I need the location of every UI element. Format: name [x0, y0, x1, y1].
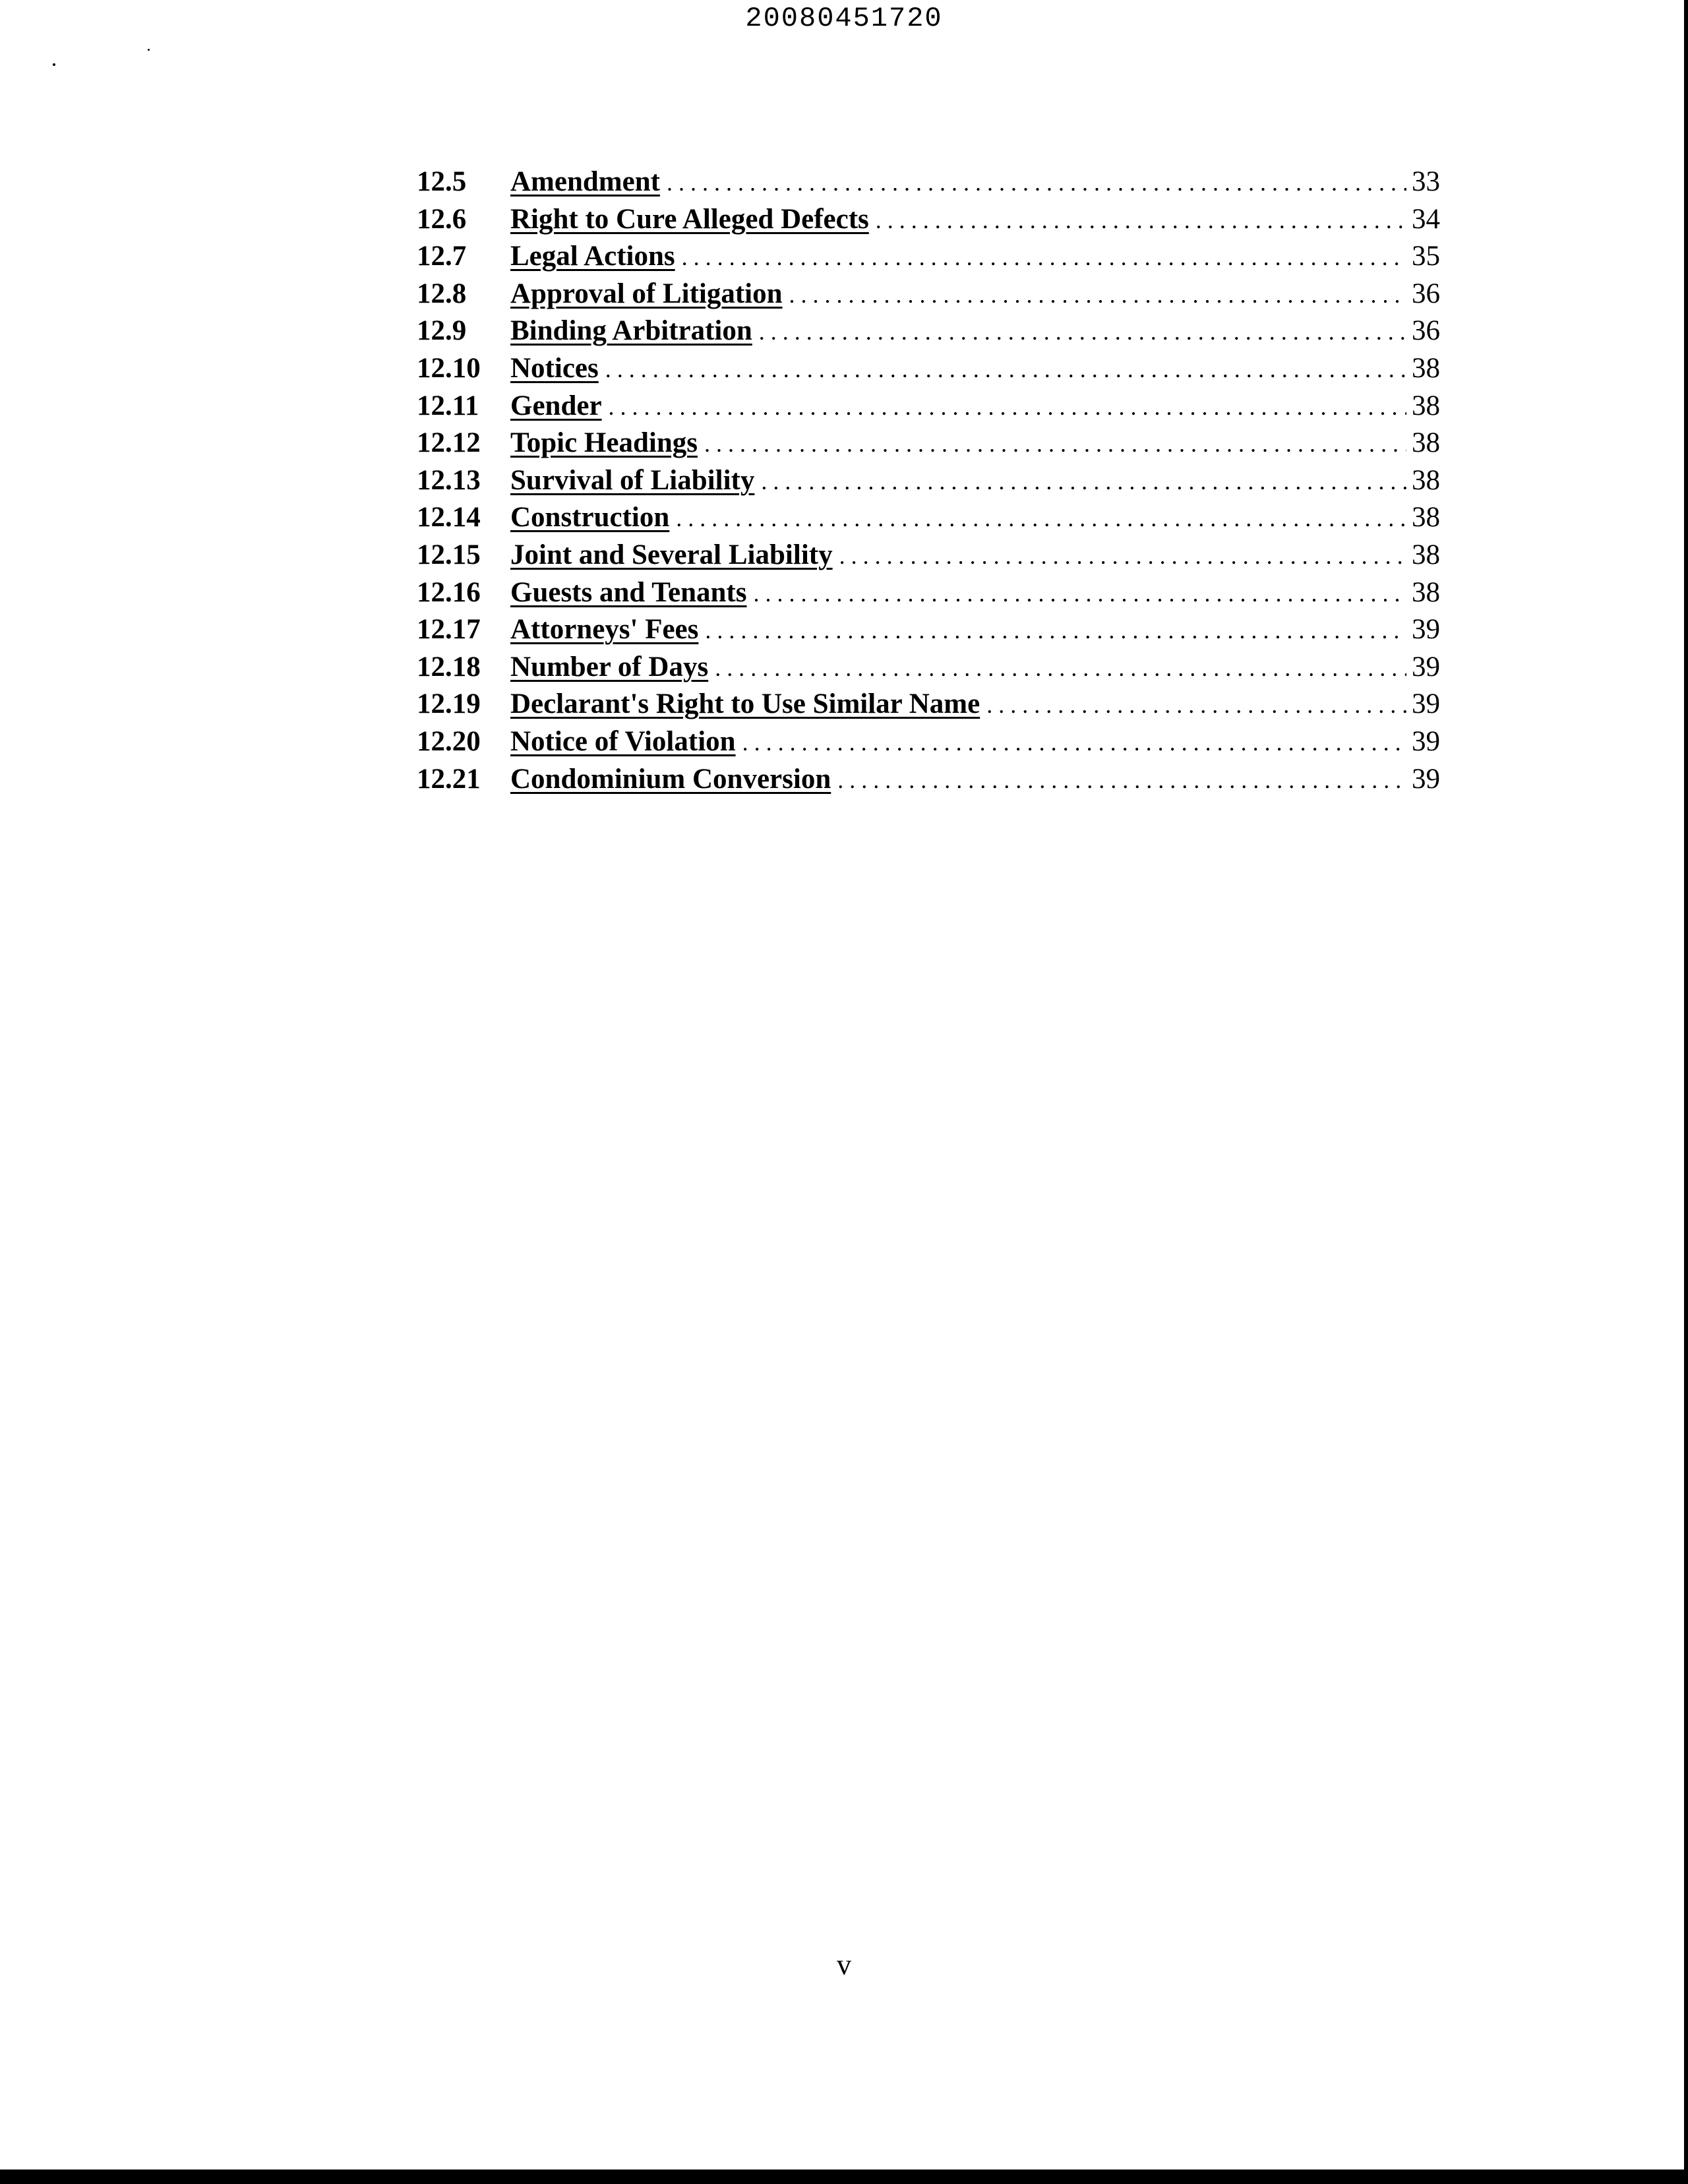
page-number: 36: [1412, 315, 1440, 347]
page-number: 38: [1412, 352, 1440, 384]
toc-entry[interactable]: [417, 425, 1440, 462]
section-number: 12.11: [417, 390, 479, 421]
section-number: 12.15: [417, 539, 481, 570]
toc-entry[interactable]: [417, 462, 1440, 500]
section-title[interactable]: Number of Days: [510, 651, 709, 682]
dot-leader: [761, 463, 1406, 501]
toc-entry[interactable]: [417, 350, 1440, 388]
page-number: 34: [1412, 203, 1440, 235]
section-number: 12.16: [417, 576, 481, 608]
toc-entry[interactable]: [417, 388, 1440, 425]
page-number: 39: [1412, 763, 1440, 795]
dot-leader: [704, 425, 1406, 463]
dot-leader: [789, 276, 1406, 314]
document-number: 20080451720: [745, 3, 943, 34]
section-number: 12.7: [417, 241, 467, 272]
section-title[interactable]: Attorneys' Fees: [510, 614, 699, 646]
section-title[interactable]: Approval of Litigation: [510, 278, 783, 309]
section-title[interactable]: Topic Headings: [510, 427, 698, 459]
table-of-contents: [417, 164, 1440, 798]
scan-border-right: [1684, 0, 1688, 2184]
section-title[interactable]: Legal Actions: [510, 241, 675, 272]
page-number: 38: [1412, 390, 1440, 421]
section-title[interactable]: Joint and Several Liability: [510, 539, 833, 570]
page-number: 36: [1412, 278, 1440, 309]
toc-entry[interactable]: [417, 649, 1440, 686]
section-number: 12.17: [417, 614, 481, 646]
section-number: 12.18: [417, 651, 481, 682]
dot-leader: [876, 202, 1406, 239]
toc-entry[interactable]: [417, 611, 1440, 649]
dot-leader: [986, 686, 1406, 724]
dot-leader: [754, 575, 1407, 613]
section-number: 12.19: [417, 688, 481, 720]
section-number: 12.12: [417, 427, 481, 459]
section-number: 12.13: [417, 464, 481, 496]
page-number: 33: [1412, 166, 1440, 197]
section-title[interactable]: Survival of Liability: [510, 464, 755, 496]
scan-speck: [53, 63, 55, 66]
section-number: 12.20: [417, 725, 481, 757]
page-number: 39: [1412, 688, 1440, 720]
dot-leader: [667, 164, 1406, 202]
toc-entry[interactable]: [417, 313, 1440, 350]
page-number: 38: [1412, 427, 1440, 459]
dot-leader: [605, 351, 1406, 388]
scan-speck: [148, 49, 150, 51]
section-number: 12.14: [417, 502, 481, 533]
toc-entry[interactable]: [417, 201, 1440, 239]
section-title[interactable]: Declarant's Right to Use Similar Name: [510, 688, 980, 720]
section-title[interactable]: Right to Cure Alleged Defects: [510, 203, 869, 235]
section-number: 12.5: [417, 166, 467, 197]
section-number: 12.10: [417, 352, 481, 384]
section-number: 12.8: [417, 278, 467, 309]
dot-leader: [759, 313, 1406, 351]
toc-entry[interactable]: [417, 537, 1440, 574]
toc-entry[interactable]: [417, 238, 1440, 276]
toc-entry[interactable]: [417, 761, 1440, 799]
dot-leader: [839, 537, 1406, 575]
dot-leader: [705, 612, 1406, 650]
page-number: 38: [1412, 464, 1440, 496]
page-footer-number: v: [837, 1949, 851, 1981]
toc-entry[interactable]: [417, 723, 1440, 761]
section-number: 12.21: [417, 763, 481, 795]
page-number: 35: [1412, 241, 1440, 272]
section-number: 12.6: [417, 203, 467, 235]
section-title[interactable]: Notices: [510, 352, 599, 384]
section-number: 12.9: [417, 315, 467, 347]
page-number: 38: [1412, 539, 1440, 570]
section-title[interactable]: Notice of Violation: [510, 725, 736, 757]
dot-leader: [715, 650, 1406, 687]
toc-entry[interactable]: [417, 276, 1440, 313]
section-title[interactable]: Construction: [510, 502, 670, 533]
section-title[interactable]: Condominium Conversion: [510, 763, 831, 795]
dot-leader: [742, 724, 1406, 762]
toc-entry[interactable]: [417, 164, 1440, 201]
scan-border-bottom: [0, 2169, 1688, 2184]
page-number: 38: [1412, 502, 1440, 533]
section-title[interactable]: Binding Arbitration: [510, 315, 752, 347]
toc-entry[interactable]: [417, 574, 1440, 612]
section-title[interactable]: Gender: [510, 390, 602, 421]
page-number: 39: [1412, 614, 1440, 646]
page-number: 38: [1412, 576, 1440, 608]
page-number: 39: [1412, 651, 1440, 682]
toc-entry[interactable]: [417, 686, 1440, 723]
dot-leader: [682, 239, 1406, 276]
page-number: 39: [1412, 725, 1440, 757]
dot-leader: [837, 762, 1406, 799]
dot-leader: [609, 388, 1406, 426]
dot-leader: [676, 500, 1406, 537]
section-title[interactable]: Amendment: [510, 166, 660, 197]
section-title[interactable]: Guests and Tenants: [510, 576, 747, 608]
toc-entry[interactable]: [417, 499, 1440, 537]
